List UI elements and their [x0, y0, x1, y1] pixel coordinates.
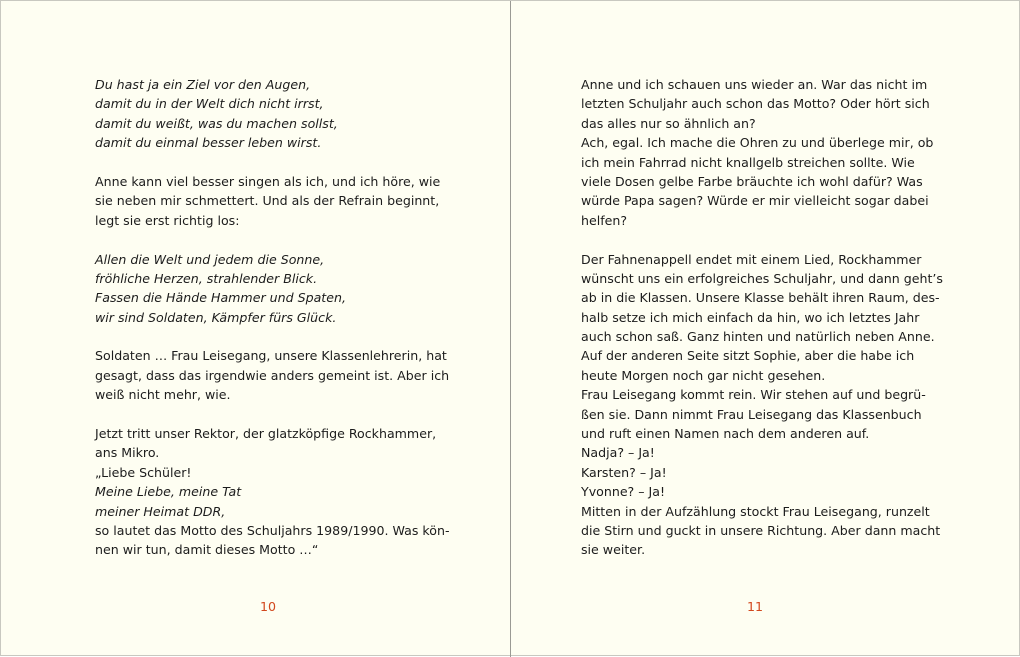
text-line: und ruft einen Namen nach dem anderen auf. — [581, 426, 870, 442]
text-line: wir sind Soldaten, Kämpfer fürs Glück. — [95, 309, 337, 325]
text-line: die Stirn und guckt in unsere Richtung. Aber dann macht — [581, 522, 941, 538]
text-line: ßen sie. Dann nimmt Frau Leisegang das Klassenbuch — [581, 406, 922, 422]
text-line: Auf der anderen Seite sitzt Sophie, aber die habe ich — [581, 348, 915, 364]
text-line: Anne und ich schauen uns wieder an. War das nicht im — [581, 77, 928, 92]
text-line: ab in die Klassen. Unsere Klasse behält ihren Raum, des- — [581, 290, 940, 306]
text-line: meiner Heimat DDR, — [95, 503, 226, 519]
text-line: heute Morgen noch gar nicht gesehen. — [581, 367, 826, 383]
text-line: fröhliche Herzen, strahlender Blick. — [95, 270, 318, 286]
text-line: Fassen die Hände Hammer und Spaten, — [95, 290, 346, 306]
text-line: Nadja? – Ja! — [581, 445, 655, 461]
text-line: viele Dosen gelbe Farbe bräuchte ich wohl dafür? Was — [581, 173, 923, 189]
right-page-body — [581, 75, 943, 560]
text-line: Anne kann viel besser singen als ich, und ich höre, wie — [95, 173, 441, 189]
blank-line — [95, 405, 450, 424]
blank-line — [95, 230, 450, 249]
text-line: auch schon saß. Ganz hinten und natürlich neben Anne. — [581, 329, 935, 345]
text-line: das alles nur so ähnlich an? — [581, 115, 756, 131]
text-line: nen wir tun, damit dieses Motto …“ — [95, 542, 319, 558]
text-line: Karsten? – Ja! — [581, 464, 667, 480]
text-line: Mitten in der Aufzählung stockt Frau Leisegang, runzelt — [581, 503, 930, 519]
text-line: gesagt, dass das irgendwie anders gemeint ist. Aber ich — [95, 367, 450, 383]
text-line: ans Mikro. — [95, 445, 160, 461]
left-page — [1, 1, 510, 657]
right-page — [511, 1, 1020, 657]
text-line: wünscht uns ein erfolgreiches Schuljahr, und dann geht’s — [581, 270, 943, 286]
text-line: weiß nicht mehr, wie. — [95, 387, 231, 403]
text-line: Du hast ja ein Ziel vor den Augen, — [95, 77, 311, 92]
left-page-body — [95, 75, 450, 560]
text-line: Allen die Welt und jedem die Sonne, — [95, 251, 325, 267]
text-line: Frau Leisegang kommt rein. Wir stehen auf und begrü- — [581, 387, 926, 403]
text-line: damit du in der Welt dich nicht irrst, — [95, 96, 324, 112]
text-line: sie neben mir schmettert. Und als der Refrain beginnt, — [95, 193, 440, 209]
text-line: letzten Schuljahr auch schon das Motto? Oder hört sich — [581, 96, 930, 112]
right-page-number: 11 — [747, 599, 764, 614]
text-line: damit du weißt, was du machen sollst, — [95, 115, 338, 131]
text-line: Ach, egal. Ich mache die Ohren zu und überlege mir, ob — [581, 135, 934, 151]
text-line: ich mein Fahrrad nicht knallgelb streichen sollte. Wie — [581, 154, 915, 170]
text-line: Der Fahnenappell endet mit einem Lied, Rockhammer — [581, 251, 922, 267]
text-line: legt sie erst richtig los: — [95, 212, 240, 228]
text-line: Yvonne? – Ja! — [581, 484, 666, 500]
text-line: Meine Liebe, meine Tat — [95, 484, 242, 500]
text-line: helfen? — [581, 212, 628, 228]
text-line: so lautet das Motto des Schuljahrs 1989/1990. Was kön- — [95, 522, 450, 538]
text-line: würde Papa sagen? Würde er mir vielleicht sogar dabei — [581, 193, 929, 209]
text-line: „Liebe Schüler! — [95, 464, 192, 480]
blank-line — [95, 153, 450, 172]
text-line: Soldaten … Frau Leisegang, unsere Klassenlehrerin, hat — [95, 348, 447, 364]
text-line: halb setze ich mich einfach da hin, wo ich letztes Jahr — [581, 309, 920, 325]
text-line: damit du einmal besser leben wirst. — [95, 135, 322, 151]
blank-line — [581, 230, 943, 249]
left-page-number: 10 — [260, 599, 277, 614]
text-line: Jetzt tritt unser Rektor, der glatzköpfige Rockhammer, — [95, 426, 437, 442]
blank-line — [95, 327, 450, 346]
text-line: sie weiter. — [581, 542, 646, 558]
